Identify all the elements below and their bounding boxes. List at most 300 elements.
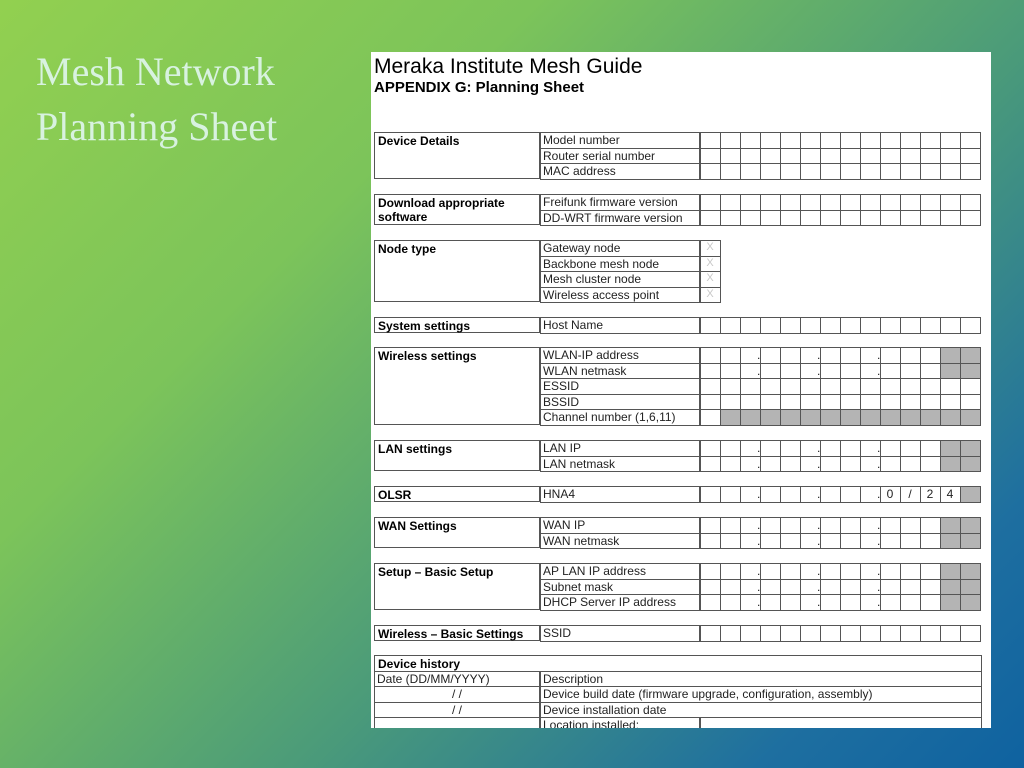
field-label: Backbone mesh node (540, 256, 700, 273)
input-box[interactable] (820, 394, 841, 411)
input-box[interactable] (840, 194, 861, 211)
input-box[interactable] (900, 409, 921, 426)
input-box[interactable] (960, 378, 981, 395)
input-box[interactable] (780, 625, 801, 642)
input-box[interactable] (820, 456, 841, 473)
input-box[interactable] (740, 394, 761, 411)
section-label-olsr: OLSR (374, 486, 540, 502)
input-box[interactable] (760, 194, 781, 211)
input-box[interactable] (900, 594, 921, 611)
input-box[interactable] (960, 347, 981, 364)
input-box[interactable] (860, 317, 881, 334)
input-box[interactable] (960, 486, 981, 503)
input-box[interactable] (880, 579, 901, 596)
input-box[interactable] (840, 394, 861, 411)
input-box[interactable] (900, 378, 921, 395)
ip-separator-dot: . (877, 564, 881, 578)
input-box[interactable] (860, 194, 881, 211)
input-box[interactable] (720, 594, 741, 611)
input-box[interactable] (720, 163, 741, 180)
input-box[interactable] (700, 440, 721, 457)
input-box[interactable] (760, 486, 781, 503)
input-box[interactable] (900, 440, 921, 457)
input-box[interactable] (940, 347, 961, 364)
input-box[interactable] (820, 163, 841, 180)
input-box[interactable] (940, 210, 961, 227)
ip-separator-dot: . (757, 564, 761, 578)
input-box[interactable] (820, 486, 841, 503)
input-box[interactable] (820, 625, 841, 642)
input-box[interactable] (880, 317, 901, 334)
input-box[interactable] (840, 625, 861, 642)
input-box[interactable] (720, 456, 741, 473)
input-box[interactable] (840, 148, 861, 165)
input-box[interactable] (940, 163, 961, 180)
ip-separator-dot: . (877, 363, 881, 378)
ip-separator-dot: . (817, 441, 821, 455)
input-box[interactable] (760, 148, 781, 165)
input-box[interactable] (840, 163, 861, 180)
input-box[interactable] (880, 594, 901, 611)
input-box[interactable] (940, 394, 961, 411)
input-box[interactable] (820, 347, 841, 364)
input-box[interactable] (900, 579, 921, 596)
hna4-suffix: / (908, 487, 912, 501)
input-box[interactable] (700, 579, 721, 596)
input-box[interactable] (900, 363, 921, 380)
section-label-line1: Download appropriate (378, 196, 505, 210)
input-box[interactable] (760, 363, 781, 380)
field-label: HNA4 (540, 486, 700, 503)
input-box[interactable] (700, 317, 721, 334)
input-box[interactable] (900, 394, 921, 411)
ip-separator-dot: . (757, 348, 761, 362)
input-box[interactable] (740, 163, 761, 180)
input-box[interactable] (820, 363, 841, 380)
history-date-cell[interactable]: / / (374, 702, 540, 719)
input-box[interactable] (800, 132, 821, 149)
input-box[interactable] (780, 163, 801, 180)
input-box[interactable] (840, 317, 861, 334)
input-box[interactable] (760, 132, 781, 149)
input-box[interactable] (700, 394, 721, 411)
input-box[interactable] (920, 194, 941, 211)
input-box[interactable] (760, 579, 781, 596)
input-box[interactable] (700, 409, 721, 426)
input-box[interactable] (760, 533, 781, 550)
input-box[interactable] (880, 440, 901, 457)
ip-separator-dot: . (757, 595, 761, 609)
ip-separator-dot: . (817, 487, 821, 501)
input-box[interactable] (960, 132, 981, 149)
input-box[interactable] (880, 533, 901, 550)
input-box[interactable] (900, 148, 921, 165)
input-box[interactable] (940, 625, 961, 642)
input-box[interactable] (780, 194, 801, 211)
slide-title-line1: Mesh Network (36, 49, 275, 94)
input-box[interactable] (720, 394, 741, 411)
input-box[interactable] (920, 132, 941, 149)
input-box[interactable] (700, 456, 721, 473)
input-box[interactable] (720, 347, 741, 364)
input-box[interactable] (780, 347, 801, 364)
input-box[interactable] (840, 347, 861, 364)
input-box[interactable] (920, 347, 941, 364)
ip-separator-dot: . (877, 456, 881, 471)
input-box[interactable] (900, 210, 921, 227)
ip-separator-dot: . (757, 363, 761, 378)
input-box[interactable] (880, 378, 901, 395)
input-box[interactable] (720, 378, 741, 395)
field-label: LAN netmask (540, 456, 700, 473)
input-box[interactable] (820, 579, 841, 596)
input-box[interactable] (780, 533, 801, 550)
input-box[interactable] (740, 194, 761, 211)
input-box[interactable] (920, 533, 941, 550)
input-box[interactable] (760, 210, 781, 227)
input-box[interactable] (760, 517, 781, 534)
input-box[interactable] (840, 440, 861, 457)
input-box[interactable] (940, 440, 961, 457)
input-box[interactable] (880, 347, 901, 364)
input-box[interactable] (880, 363, 901, 380)
input-box[interactable] (760, 440, 781, 457)
input-box[interactable] (840, 579, 861, 596)
input-box[interactable] (840, 486, 861, 503)
document-subtitle: APPENDIX G: Planning Sheet (374, 79, 585, 96)
input-box[interactable] (740, 132, 761, 149)
input-box[interactable] (780, 594, 801, 611)
hna4-suffix: 2 (926, 487, 934, 501)
input-box[interactable] (940, 148, 961, 165)
input-box[interactable] (900, 533, 921, 550)
input-box[interactable] (940, 563, 961, 580)
input-box[interactable] (940, 579, 961, 596)
input-box[interactable] (860, 148, 881, 165)
input-box[interactable] (840, 378, 861, 395)
field-label: WLAN-IP address (540, 347, 700, 364)
input-box[interactable] (880, 394, 901, 411)
input-box[interactable] (780, 440, 801, 457)
ip-separator-dot: . (757, 456, 761, 471)
input-box[interactable] (800, 625, 821, 642)
input-box[interactable] (880, 456, 901, 473)
location-input[interactable] (700, 717, 982, 728)
input-box[interactable] (900, 563, 921, 580)
input-box[interactable] (700, 148, 721, 165)
input-box[interactable] (960, 517, 981, 534)
ip-separator-dot: . (817, 533, 821, 548)
input-box[interactable] (780, 148, 801, 165)
input-box[interactable] (720, 148, 741, 165)
ip-separator-dot: . (757, 441, 761, 455)
input-box[interactable] (800, 148, 821, 165)
input-box[interactable] (760, 625, 781, 642)
input-box[interactable] (920, 579, 941, 596)
input-box[interactable] (760, 378, 781, 395)
input-box[interactable] (820, 378, 841, 395)
field-label: Channel number (1,6,11) (540, 409, 700, 426)
ip-separator-dot: . (757, 533, 761, 548)
input-box[interactable] (820, 594, 841, 611)
input-box[interactable] (720, 579, 741, 596)
input-box[interactable] (760, 409, 781, 426)
input-box[interactable] (720, 210, 741, 227)
input-box[interactable] (960, 409, 981, 426)
input-box[interactable] (780, 394, 801, 411)
input-box[interactable] (780, 132, 801, 149)
history-date-cell[interactable] (374, 717, 540, 728)
input-box[interactable] (940, 363, 961, 380)
input-box[interactable] (700, 533, 721, 550)
input-box[interactable] (800, 210, 821, 227)
history-description-cell: Location installed: (540, 717, 700, 728)
input-box[interactable] (700, 517, 721, 534)
input-box[interactable] (840, 563, 861, 580)
input-box[interactable] (940, 533, 961, 550)
input-box[interactable] (700, 210, 721, 227)
input-box[interactable] (800, 378, 821, 395)
field-label: DHCP Server IP address (540, 594, 700, 611)
input-box[interactable] (800, 194, 821, 211)
input-box[interactable] (900, 625, 921, 642)
input-box[interactable] (860, 394, 881, 411)
input-box[interactable] (760, 594, 781, 611)
input-box[interactable] (740, 378, 761, 395)
input-box[interactable] (720, 132, 741, 149)
input-box[interactable] (720, 486, 741, 503)
input-box[interactable] (840, 533, 861, 550)
ip-separator-dot: . (877, 518, 881, 532)
input-box[interactable] (700, 378, 721, 395)
input-box[interactable] (760, 317, 781, 334)
input-box[interactable] (880, 194, 901, 211)
input-box[interactable] (780, 317, 801, 334)
input-box[interactable] (900, 456, 921, 473)
input-box[interactable] (700, 594, 721, 611)
input-box[interactable] (840, 210, 861, 227)
input-box[interactable] (900, 194, 921, 211)
field-label: AP LAN IP address (540, 563, 700, 580)
input-box[interactable] (700, 363, 721, 380)
input-box[interactable] (960, 456, 981, 473)
input-box[interactable] (720, 625, 741, 642)
input-box[interactable] (920, 148, 941, 165)
input-box[interactable] (940, 132, 961, 149)
node-type-checkbox-mark: X (706, 256, 714, 269)
input-box[interactable] (720, 563, 741, 580)
node-type-checkbox-mark: X (706, 241, 714, 253)
field-label: Host Name (540, 317, 700, 334)
slide-title-line2: Planning Sheet (36, 104, 278, 149)
ip-separator-dot: . (877, 348, 881, 362)
input-box[interactable] (780, 378, 801, 395)
field-label: LAN IP (540, 440, 700, 457)
input-box[interactable] (720, 317, 741, 334)
input-box[interactable] (760, 456, 781, 473)
section-label-node_type: Node type (374, 240, 540, 302)
input-box[interactable] (940, 194, 961, 211)
field-label: Subnet mask (540, 579, 700, 596)
input-box[interactable] (820, 148, 841, 165)
input-box[interactable] (820, 132, 841, 149)
input-box[interactable] (700, 132, 721, 149)
input-box[interactable] (880, 210, 901, 227)
input-box[interactable] (960, 440, 981, 457)
section-label-lan: LAN settings (374, 440, 540, 471)
ip-separator-dot: . (817, 456, 821, 471)
input-box[interactable] (780, 409, 801, 426)
input-box[interactable] (840, 363, 861, 380)
input-box[interactable] (880, 409, 901, 426)
input-box[interactable] (960, 210, 981, 227)
input-box[interactable] (860, 625, 881, 642)
input-box[interactable] (700, 563, 721, 580)
input-box[interactable] (720, 533, 741, 550)
input-box[interactable] (820, 210, 841, 227)
input-box[interactable] (800, 317, 821, 334)
ip-separator-dot: . (757, 579, 761, 594)
input-box[interactable] (740, 317, 761, 334)
input-box[interactable] (880, 563, 901, 580)
input-box[interactable] (820, 317, 841, 334)
ip-separator-dot: . (757, 487, 761, 501)
input-box[interactable] (900, 347, 921, 364)
input-box[interactable] (920, 363, 941, 380)
section-label-setup: Setup – Basic Setup (374, 563, 540, 610)
input-box[interactable] (920, 394, 941, 411)
input-box[interactable] (700, 625, 721, 642)
input-box[interactable] (940, 317, 961, 334)
input-box[interactable] (900, 517, 921, 534)
input-box[interactable] (860, 163, 881, 180)
input-box[interactable] (820, 563, 841, 580)
input-box[interactable] (860, 132, 881, 149)
input-box[interactable] (760, 347, 781, 364)
input-box[interactable] (940, 456, 961, 473)
ip-separator-dot: . (817, 579, 821, 594)
input-box[interactable] (920, 409, 941, 426)
input-box[interactable] (760, 563, 781, 580)
input-box[interactable] (920, 210, 941, 227)
input-box[interactable] (880, 163, 901, 180)
input-box[interactable] (820, 194, 841, 211)
input-box[interactable] (920, 517, 941, 534)
input-box[interactable] (960, 163, 981, 180)
input-box[interactable] (960, 625, 981, 642)
input-box[interactable] (940, 594, 961, 611)
history-date-cell[interactable]: / / (374, 686, 540, 703)
input-box[interactable] (780, 486, 801, 503)
input-box[interactable] (940, 409, 961, 426)
input-box[interactable] (920, 378, 941, 395)
input-box[interactable] (960, 533, 981, 550)
input-box[interactable] (800, 163, 821, 180)
input-box[interactable] (880, 517, 901, 534)
field-label: BSSID (540, 394, 700, 411)
input-box[interactable] (720, 440, 741, 457)
input-box[interactable] (920, 456, 941, 473)
input-box[interactable] (780, 363, 801, 380)
input-box[interactable] (960, 563, 981, 580)
input-box[interactable] (920, 440, 941, 457)
input-box[interactable] (880, 625, 901, 642)
input-box[interactable] (920, 563, 941, 580)
input-box[interactable] (700, 163, 721, 180)
input-box[interactable] (900, 317, 921, 334)
slide-title (36, 44, 336, 154)
history-description-cell: Device installation date (540, 702, 982, 719)
input-box[interactable] (780, 210, 801, 227)
input-box[interactable] (800, 409, 821, 426)
input-box[interactable] (820, 440, 841, 457)
input-box[interactable] (740, 409, 761, 426)
input-box[interactable] (860, 409, 881, 426)
input-box[interactable] (700, 486, 721, 503)
field-label: DD-WRT firmware version (540, 210, 700, 227)
input-box[interactable] (960, 317, 981, 334)
input-box[interactable] (700, 347, 721, 364)
input-box[interactable] (920, 594, 941, 611)
input-box[interactable] (740, 148, 761, 165)
node-type-checkbox-mark: X (706, 272, 714, 284)
input-box[interactable] (960, 194, 981, 211)
input-box[interactable] (780, 563, 801, 580)
input-box[interactable] (780, 456, 801, 473)
input-box[interactable] (860, 210, 881, 227)
input-box[interactable] (720, 194, 741, 211)
input-box[interactable] (880, 132, 901, 149)
field-label: WAN IP (540, 517, 700, 534)
input-box[interactable] (820, 409, 841, 426)
input-box[interactable] (720, 409, 741, 426)
input-box[interactable] (740, 210, 761, 227)
ip-separator-dot: . (817, 564, 821, 578)
input-box[interactable] (840, 132, 861, 149)
input-box[interactable] (840, 517, 861, 534)
input-box[interactable] (840, 409, 861, 426)
input-box[interactable] (920, 317, 941, 334)
input-box[interactable] (960, 148, 981, 165)
input-box[interactable] (820, 533, 841, 550)
input-box[interactable] (900, 163, 921, 180)
input-box[interactable] (800, 394, 821, 411)
input-box[interactable] (880, 148, 901, 165)
input-box[interactable] (720, 517, 741, 534)
input-box[interactable] (700, 194, 721, 211)
input-box[interactable] (760, 163, 781, 180)
input-box[interactable] (920, 625, 941, 642)
input-box[interactable] (780, 517, 801, 534)
input-box[interactable] (900, 132, 921, 149)
input-box[interactable] (740, 625, 761, 642)
input-box[interactable] (940, 517, 961, 534)
input-box[interactable] (960, 594, 981, 611)
input-box[interactable] (760, 394, 781, 411)
field-label: Model number (540, 132, 700, 149)
input-box[interactable] (960, 394, 981, 411)
input-box[interactable] (960, 363, 981, 380)
input-box[interactable] (960, 579, 981, 596)
input-box[interactable] (720, 363, 741, 380)
input-box[interactable] (820, 517, 841, 534)
input-box[interactable] (840, 456, 861, 473)
input-box[interactable] (920, 163, 941, 180)
input-box[interactable] (860, 378, 881, 395)
input-box[interactable] (840, 594, 861, 611)
input-box[interactable] (780, 579, 801, 596)
input-box[interactable] (940, 378, 961, 395)
